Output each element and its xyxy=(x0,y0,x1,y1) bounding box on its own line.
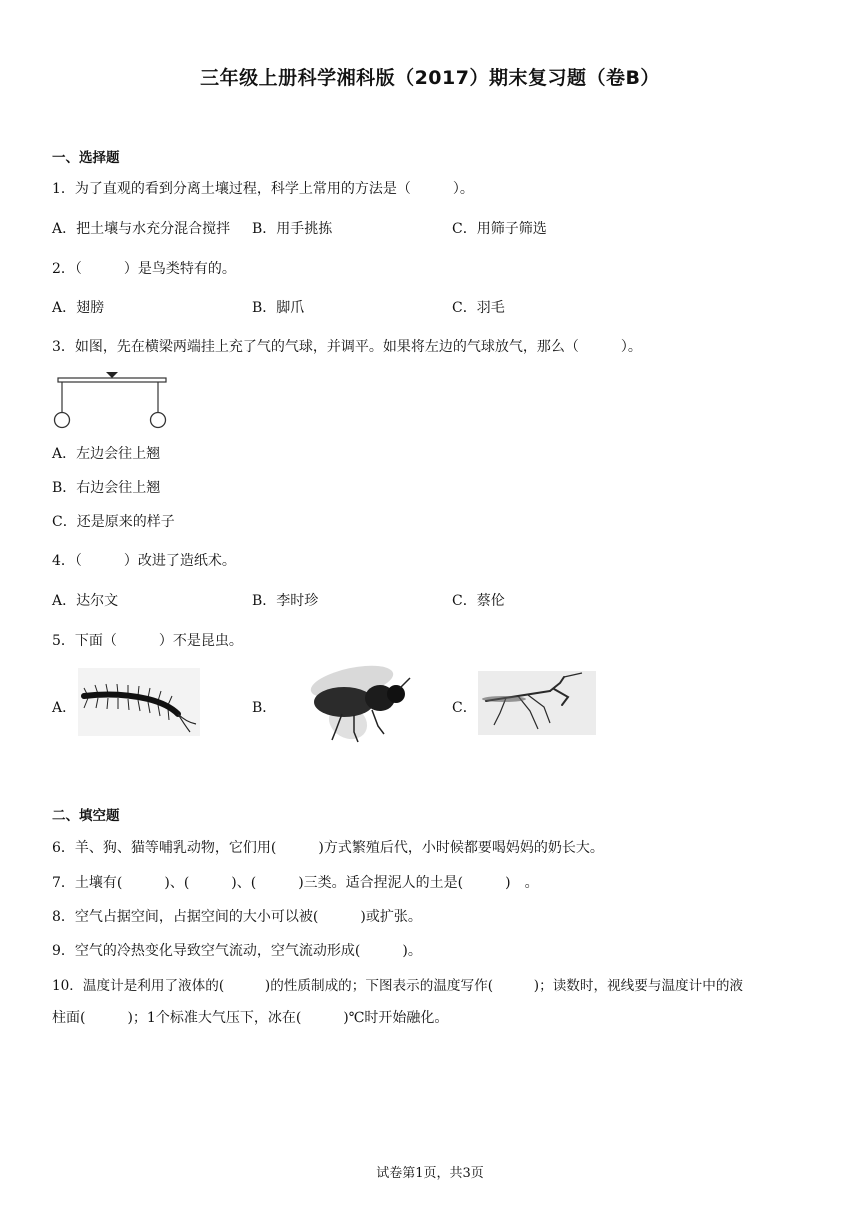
q2-option-a: A．翅膀 xyxy=(52,300,105,316)
centipede-image xyxy=(78,668,200,736)
question-2: 2．（ ）是鸟类特有的。 xyxy=(52,261,236,277)
question-10-line-1: 10．温度计是利用了液体的( )的性质制成的；下图表示的温度写作( )；读数时，视线要与温度计中的液 xyxy=(52,978,744,994)
q2-option-c: C．羽毛 xyxy=(452,300,505,316)
q2-option-b: B．脚爪 xyxy=(252,300,305,316)
bee-image xyxy=(292,660,420,748)
q4-option-a: A．达尔文 xyxy=(52,593,119,609)
question-10-line-2: 柱面( )；1个标准大气压下，冰在( )℃时开始融化。 xyxy=(52,1010,449,1026)
q5-option-c: C． xyxy=(452,700,477,716)
question-3: 3．如图，先在横梁两端挂上充了气的气球，并调平。如果将左边的气球放气，那么（ ）。 xyxy=(52,339,642,355)
question-1: 1．为了直观的看到分离土壤过程，科学上常用的方法是（ ）。 xyxy=(52,181,474,197)
q5-option-b: B． xyxy=(252,700,277,716)
q4-option-c: C．蔡伦 xyxy=(452,593,505,609)
question-6: 6．羊、狗、猫等哺乳动物，它们用( )方式繁殖后代，小时候都要喝妈妈的奶长大。 xyxy=(52,840,604,856)
page-title: 三年级上册科学湘科版（2017）期末复习题（卷B） xyxy=(200,67,660,89)
q3-option-c: C．还是原来的样子 xyxy=(52,514,175,530)
q1-option-c: C．用筛子筛选 xyxy=(452,221,547,237)
balance-beam-figure xyxy=(52,368,172,434)
q3-option-b: B．右边会往上翘 xyxy=(52,480,161,496)
page-footer: 试卷第1页，共3页 xyxy=(376,1166,484,1181)
question-9: 9．空气的冷热变化导致空气流动，空气流动形成( )。 xyxy=(52,943,422,959)
question-4: 4．（ ）改进了造纸术。 xyxy=(52,553,236,569)
question-8: 8．空气占据空间，占据空间的大小可以被( )或扩张。 xyxy=(52,909,422,925)
question-7: 7．土壤有( )、( )、( )三类。适合捏泥人的土是( ) 。 xyxy=(52,875,539,891)
section-heading-choice: 一、选择题 xyxy=(52,150,120,166)
q1-option-b: B．用手挑拣 xyxy=(252,221,333,237)
mantis-image xyxy=(478,671,596,735)
question-5: 5．下面（ ）不是昆虫。 xyxy=(52,633,243,649)
q4-option-b: B．李时珍 xyxy=(252,593,319,609)
q5-option-a: A． xyxy=(52,700,77,716)
section-heading-fill: 二、填空题 xyxy=(52,808,120,824)
q3-option-a: A．左边会往上翘 xyxy=(52,446,161,462)
q1-option-a: A．把土壤与水充分混合搅拌 xyxy=(52,221,231,237)
